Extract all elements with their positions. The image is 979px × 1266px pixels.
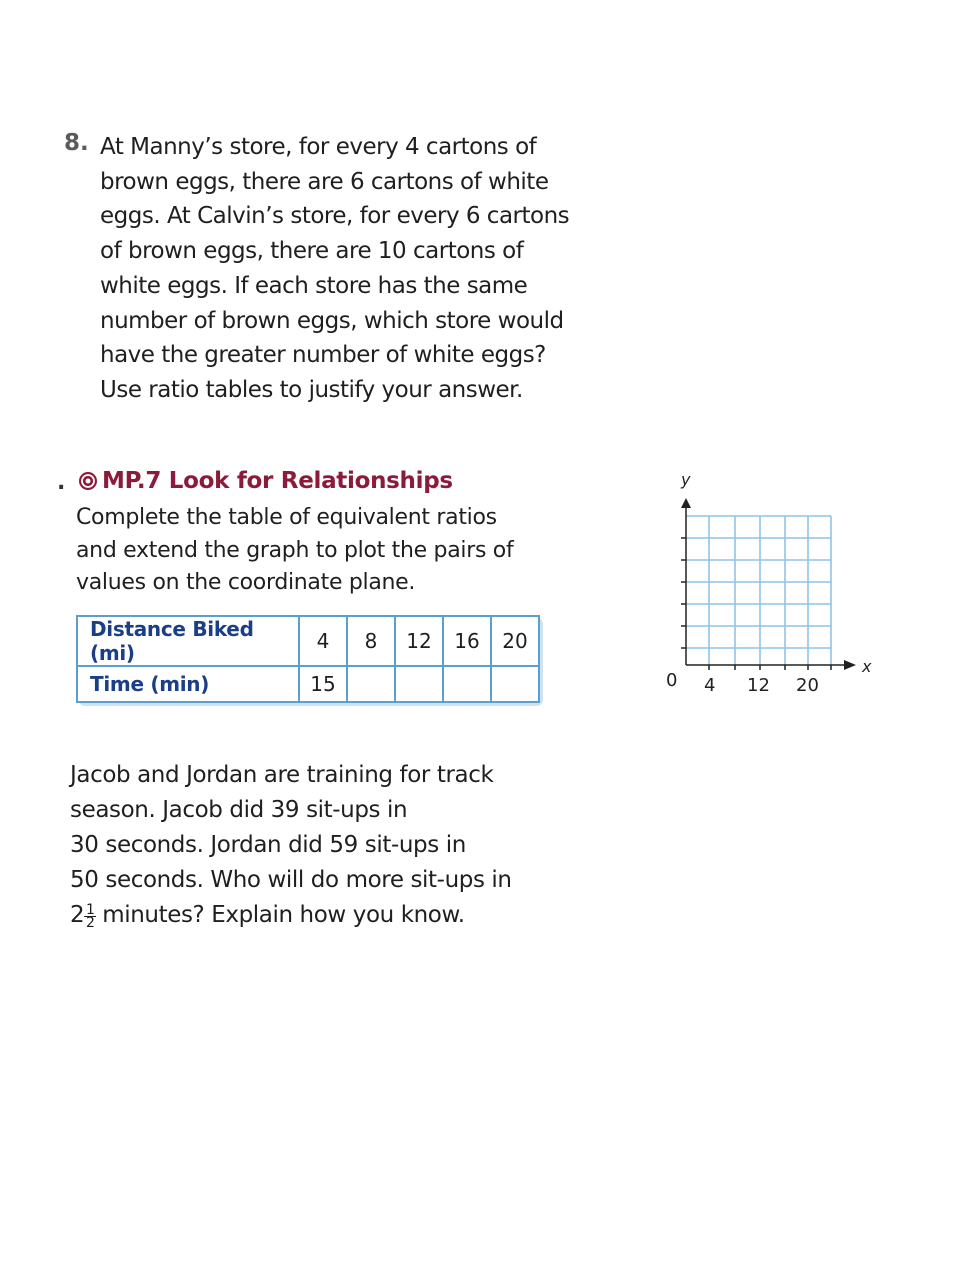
mixed-number-whole: 2 [70,902,85,928]
q10-last-line [70,898,512,933]
coordinate-plane [650,460,890,710]
fraction-denominator: 2 [85,914,95,931]
fraction-numerator: 1 [85,901,95,918]
question-9-heading [78,468,453,494]
question-8-number: 8. [64,130,89,156]
ratio-table [76,615,540,703]
table-cell: 16 [443,616,491,666]
row-header-time: Time (min) [77,666,299,702]
heading-label: MP.7 Look for Relationships [102,468,453,494]
question-9-bullet: . [57,470,66,495]
answer-cell[interactable] [395,666,443,702]
answer-cell[interactable] [491,666,539,702]
question-10-text [70,758,512,933]
origin-label: 0 [666,670,678,691]
q10-line: season. Jacob did 39 sit-ups in [70,797,408,823]
table-row [77,666,539,702]
question-8-text [100,130,620,408]
x-axis-label: x [862,657,872,676]
table-cell: 20 [491,616,539,666]
q10-line-rest: minutes? Explain how you know. [102,902,465,928]
table-cell: 4 [299,616,347,666]
x-tick-label: 4 [704,675,716,696]
row-header-distance: Distance Biked (mi) [77,616,299,666]
table-cell: 15 [299,666,347,702]
q10-line: Jacob and Jordan are training for track [70,762,494,788]
table-cell: 8 [347,616,395,666]
q8-line: number of brown eggs, which store would [100,307,564,334]
answer-cell[interactable] [347,666,395,702]
answer-cell[interactable] [443,666,491,702]
x-tick-label: 12 [747,675,770,696]
table-cell: 12 [395,616,443,666]
question-9-text [76,502,513,600]
q10-line: 30 seconds. Jordan did 59 sit-ups in [70,832,466,858]
q9-line: Complete the table of equivalent ratios [76,505,497,530]
q8-line: At Manny’s store, for every 4 cartons of [100,134,537,160]
q8-line: have the greater number of white eggs? [100,342,546,369]
target-icon [78,471,98,491]
grid-lines [686,516,831,665]
y-axis-label: y [681,470,691,489]
q8-line: eggs. At Calvin’s store, for every 6 cartons [100,203,570,230]
y-axis-arrow [681,498,691,508]
x-axis-arrow [844,660,856,670]
q8-line: of brown eggs, there are 10 cartons of [100,238,524,265]
q8-line: brown eggs, there are 6 cartons of white [100,168,549,195]
q9-line: values on the coordinate plane. [76,570,416,595]
q9-line: and extend the graph to plot the pairs of [76,537,514,563]
fraction [84,901,96,931]
q8-line: Use ratio tables to justify your answer. [100,376,523,403]
axes [681,502,846,670]
table-row [77,616,539,666]
q10-line: 50 seconds. Who will do more sit-ups in [70,867,512,893]
q8-line: white eggs. If each store has the same [100,272,528,299]
x-tick-label: 20 [796,675,819,696]
